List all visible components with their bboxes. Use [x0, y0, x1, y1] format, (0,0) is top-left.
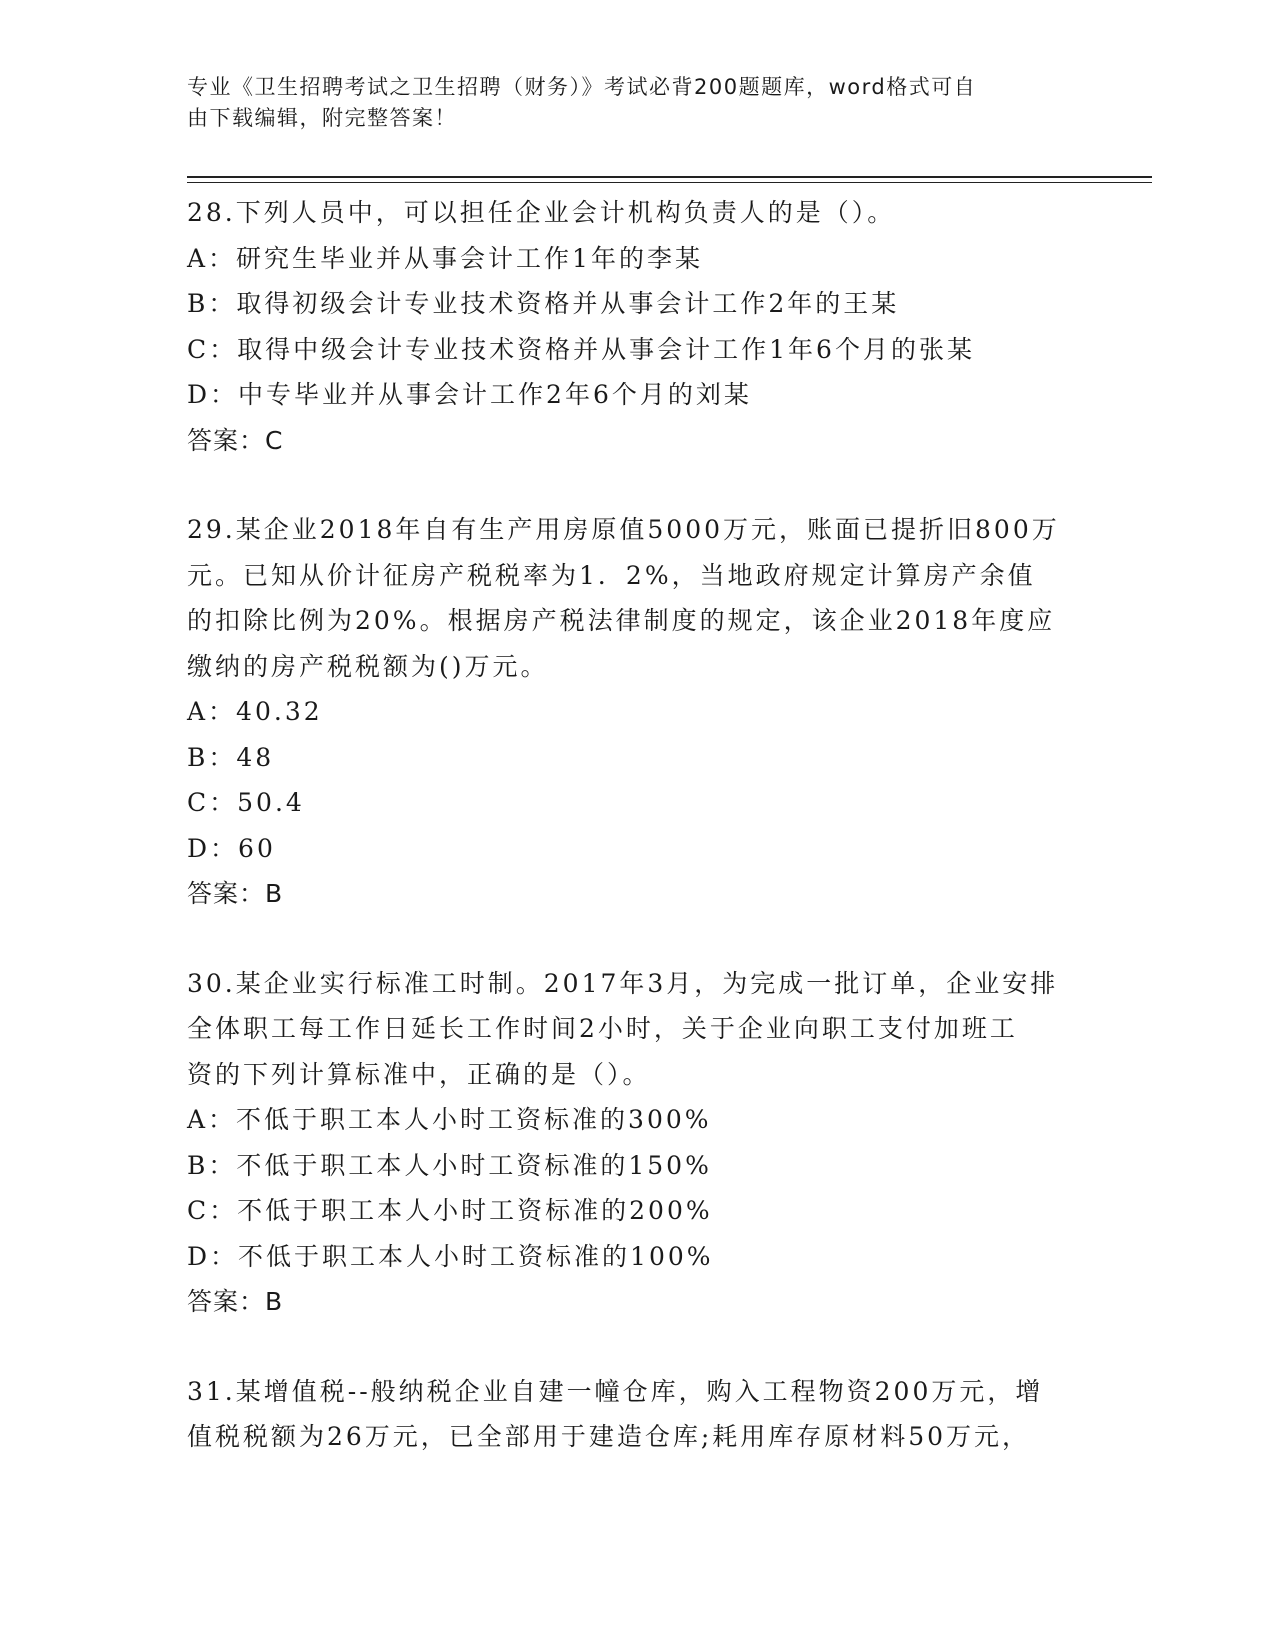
- question-stem-line: 28.下列人员中，可以担任企业会计机构负责人的是（）。: [187, 198, 896, 227]
- document-header: [187, 72, 1087, 134]
- question-stem-line: 29.某企业2018年自有生产用房原值5000万元，账面已提折旧800万: [187, 515, 1060, 544]
- option-b: B：取得初级会计专业技术资格并从事会计工作2年的王某: [187, 289, 900, 318]
- option-d: D：60: [187, 833, 276, 863]
- header-line-1: 专业《卫生招聘考试之卫生招聘（财务）》考试必背200题题库，word格式可自: [187, 75, 977, 99]
- question-stem-line: 的扣除比例为20%。根据房产税法律制度的规定，该企业2018年度应: [187, 606, 1056, 635]
- question-stem-line: 值税税额为26万元，已全部用于建造仓库;耗用库存原材料50万元，: [187, 1422, 1031, 1451]
- option-c: C：50.4: [187, 788, 305, 817]
- option-b: B：不低于职工本人小时工资标准的150%: [187, 1150, 712, 1180]
- question-30: [187, 961, 1087, 1325]
- question-29: [187, 507, 1087, 917]
- option-a: A：40.32: [187, 697, 323, 726]
- question-stem-line: 30.某企业实行标准工时制。2017年3月，为完成一批订单，企业安排: [187, 968, 1059, 998]
- option-c: C：取得中级会计专业技术资格并从事会计工作1年6个月的张某: [187, 334, 975, 364]
- answer-label: 答案：B: [187, 879, 284, 908]
- question-stem-line: 资的下列计算标准中，正确的是（）。: [187, 1059, 651, 1089]
- option-a: A：研究生毕业并从事会计工作1年的李某: [187, 243, 703, 273]
- question-31: [187, 1369, 1087, 1460]
- question-stem-line: 全体职工每工作日延长工作时间2小时，关于企业向职工支付加班工: [187, 1014, 1018, 1043]
- question-28: [187, 190, 1087, 463]
- option-c: C：不低于职工本人小时工资标准的200%: [187, 1196, 713, 1225]
- question-stem-line: 31.某增值税--般纳税企业自建一幢仓库，购入工程物资200万元，增: [187, 1376, 1044, 1406]
- header-divider-thin: [187, 182, 1152, 183]
- option-d: D：中专毕业并从事会计工作2年6个月的刘某: [187, 380, 752, 409]
- answer-label: 答案：C: [187, 425, 284, 455]
- question-stem-line: 元。已知从价计征房产税税率为1．2%，当地政府规定计算房产余值: [187, 560, 1036, 590]
- option-b: B：48: [187, 742, 275, 772]
- answer-label: 答案：B: [187, 1287, 284, 1316]
- question-list: [187, 190, 1087, 1504]
- option-d: D：不低于职工本人小时工资标准的100%: [187, 1241, 714, 1271]
- header-divider-thick: [187, 176, 1152, 178]
- option-a: A：不低于职工本人小时工资标准的300%: [187, 1105, 712, 1134]
- header-line-2: 由下载编辑，附完整答案！: [187, 106, 457, 130]
- question-stem-line: 缴纳的房产税税额为()万元。: [187, 651, 549, 681]
